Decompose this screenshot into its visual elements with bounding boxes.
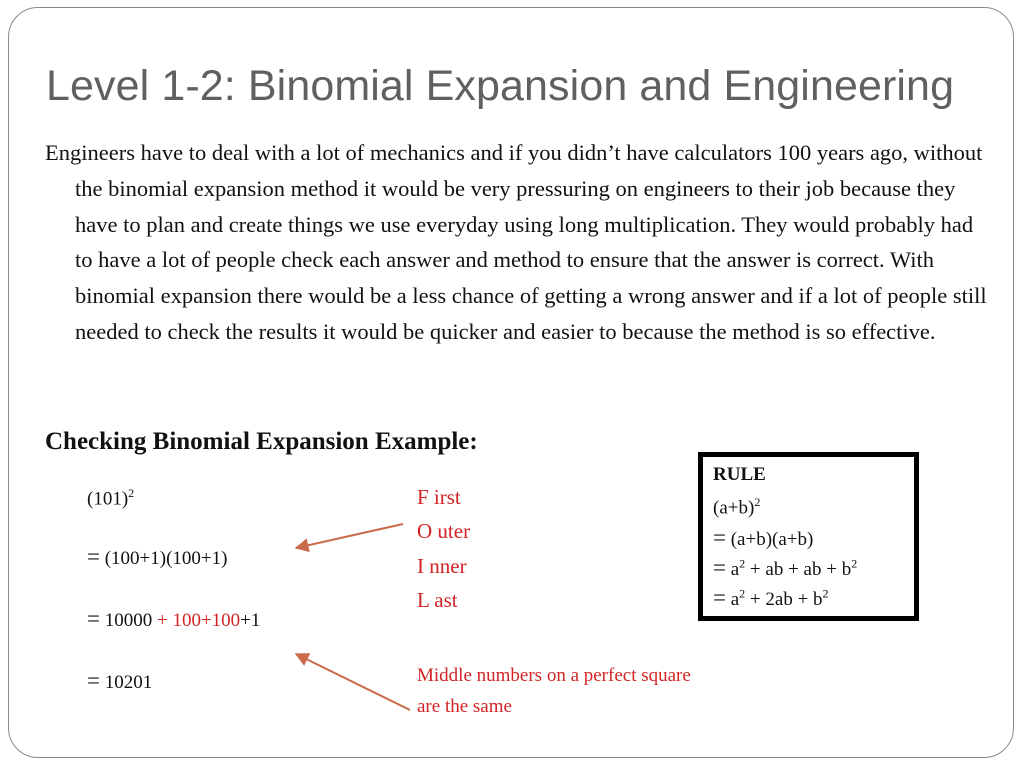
arrow-to-factored bbox=[296, 524, 403, 548]
slide-title: Level 1-2: Binomial Expansion and Engineering bbox=[46, 62, 955, 110]
equals-sign: = bbox=[713, 525, 726, 550]
rule-title: RULE bbox=[713, 464, 766, 485]
rule-b: b bbox=[813, 589, 823, 610]
rule-line-2 bbox=[713, 525, 813, 551]
rule-a: a bbox=[730, 589, 740, 610]
rule-expanded-middle: + ab + ab + bbox=[749, 559, 837, 580]
example-result: 10201 bbox=[104, 672, 153, 693]
equals-sign: = bbox=[713, 555, 726, 580]
rule-exponent: 2 bbox=[754, 495, 761, 509]
rule-a-exponent: 2 bbox=[739, 586, 746, 601]
body-paragraph: Engineers have to deal with a lot of mechanics and if you didn’t have calculators 100 years ago, without the binomial expansion method it would be very pressuring on engineers to their job because they have to plan and create things we use everyday using long multiplication. They would probably had to have a lot of people check each answer and method to ensure that the answer is correct. With binomial expansion there would be a less chance of getting a wrong answer and if a lot of people still needed to check the results it would be quicker and easier to because the method is so effective. bbox=[45, 140, 987, 344]
example-exponent: 2 bbox=[128, 486, 135, 500]
note-text: Middle numbers on a perfect square are the same bbox=[417, 665, 691, 717]
rule-line-4 bbox=[713, 585, 829, 611]
equals-sign: = bbox=[87, 544, 100, 569]
example-factored: (100+1)(100+1) bbox=[104, 548, 228, 569]
rule-b: b bbox=[841, 559, 852, 580]
example-heading: Checking Binomial Expansion Example: bbox=[45, 428, 478, 455]
foil-inner: I nner bbox=[417, 554, 467, 578]
foil-outer: O uter bbox=[417, 519, 471, 543]
example-first-term: 10000 bbox=[104, 610, 153, 631]
rule-a-exponent: 2 bbox=[739, 556, 746, 571]
rule-simplified-middle: + 2ab + bbox=[749, 589, 809, 610]
foil-last: L ast bbox=[417, 588, 458, 612]
rule-line-1 bbox=[713, 495, 760, 519]
example-base: (101) bbox=[87, 488, 129, 510]
rule-a: a bbox=[730, 559, 740, 580]
equals-sign: = bbox=[87, 668, 100, 693]
rule-b-exponent: 2 bbox=[851, 556, 858, 571]
foil-first: F irst bbox=[417, 485, 461, 509]
rule-b-exponent: 2 bbox=[822, 586, 829, 601]
equals-sign: = bbox=[713, 585, 726, 610]
example-last-term: +1 bbox=[240, 610, 261, 631]
rule-line-3 bbox=[713, 555, 857, 581]
equals-sign: = bbox=[87, 606, 100, 631]
rule-factored: (a+b)(a+b) bbox=[730, 529, 814, 550]
rule-box bbox=[698, 452, 919, 621]
example-middle-terms: + 100+100 bbox=[156, 610, 241, 631]
rule-binomial: (a+b) bbox=[713, 497, 755, 519]
arrow-to-middle-terms bbox=[296, 654, 410, 710]
